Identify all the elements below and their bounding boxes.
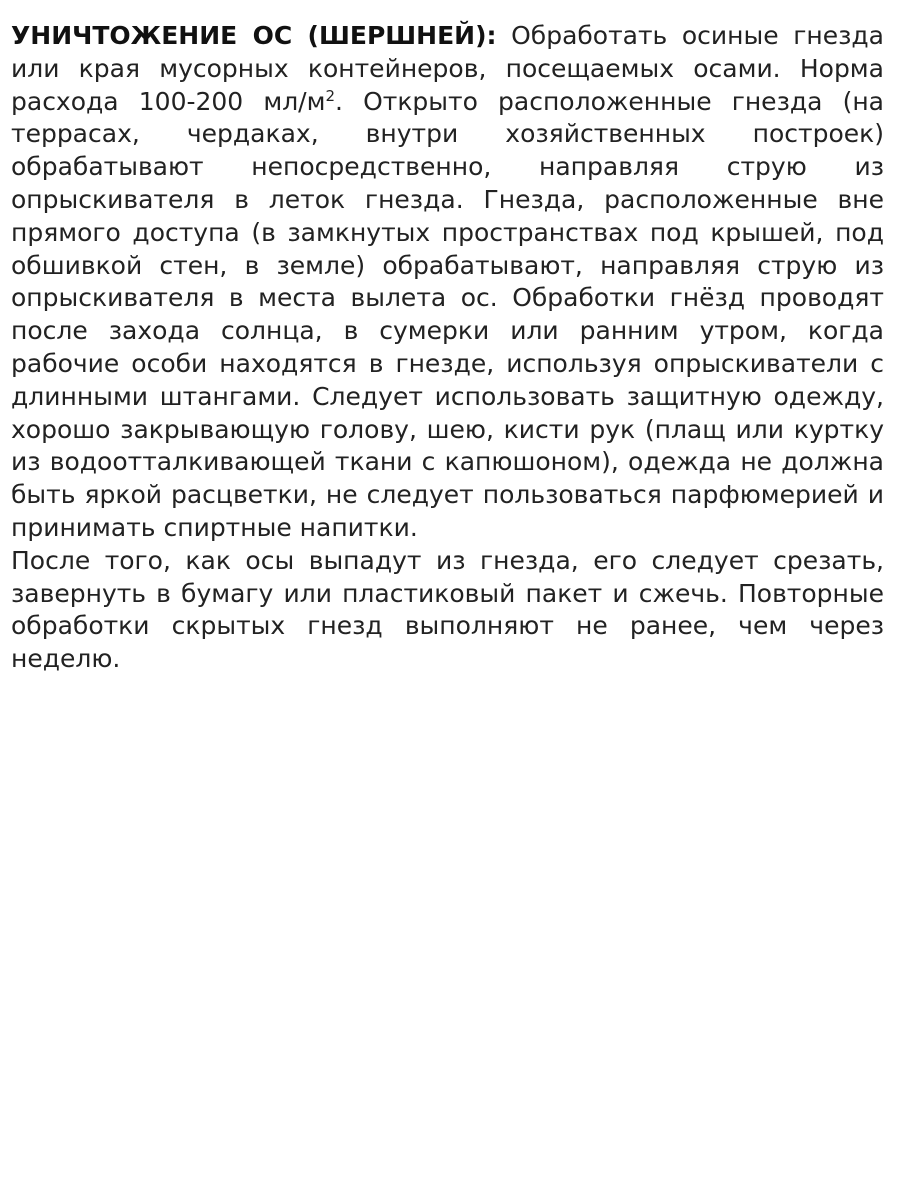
paragraph-wasp-treatment [11, 20, 884, 545]
superscript-unit: 2 [325, 86, 336, 105]
section-heading: УНИЧТОЖЕНИЕ ОС (ШЕРШНЕЙ): [11, 21, 497, 50]
paragraph-text-rest: . Открыто расположенные гнезда (на террасах, чердаках, внутри хозяйственных построек) обрабатывают непосредственно, направляя струю из опрыскивателя в леток гнезда. Гнезда, расположенные вне прямого доступа (в замкнутых пространствах под крышей, под обшивкой стен, в земле) обрабатывают, направляя струю из опрыскивателя в места вылета ос. Обработки гнёзд проводят после захода солнца, в сумерки или ранним утром, когда рабочие особи находятся в гнезде, используя опрыскиватели с длинными штангами. Следует использовать защитную одежду, хорошо закрывающую голову, шею, кисти рук (плащ или куртку из водоотталкивающей ткани с капюшоном), одежда не должна быть яркой расцветки, не следует пользоваться парфюмерией и принимать спиртные напитки. [11, 86, 885, 542]
paragraph-nest-removal: После того, как осы выпадут из гнезда, его следует срезать, завернуть в бумагу или пластиковый пакет и сжечь. Повторные обработки скрытых гнезд выполняют не ранее, чем через неделю. [11, 545, 884, 674]
paragraph-text-lead: Обработать осиные гнезда или края мусорных контейнеров, посещаемых осами. Норма расхода 100-200 мл/м [11, 21, 884, 116]
